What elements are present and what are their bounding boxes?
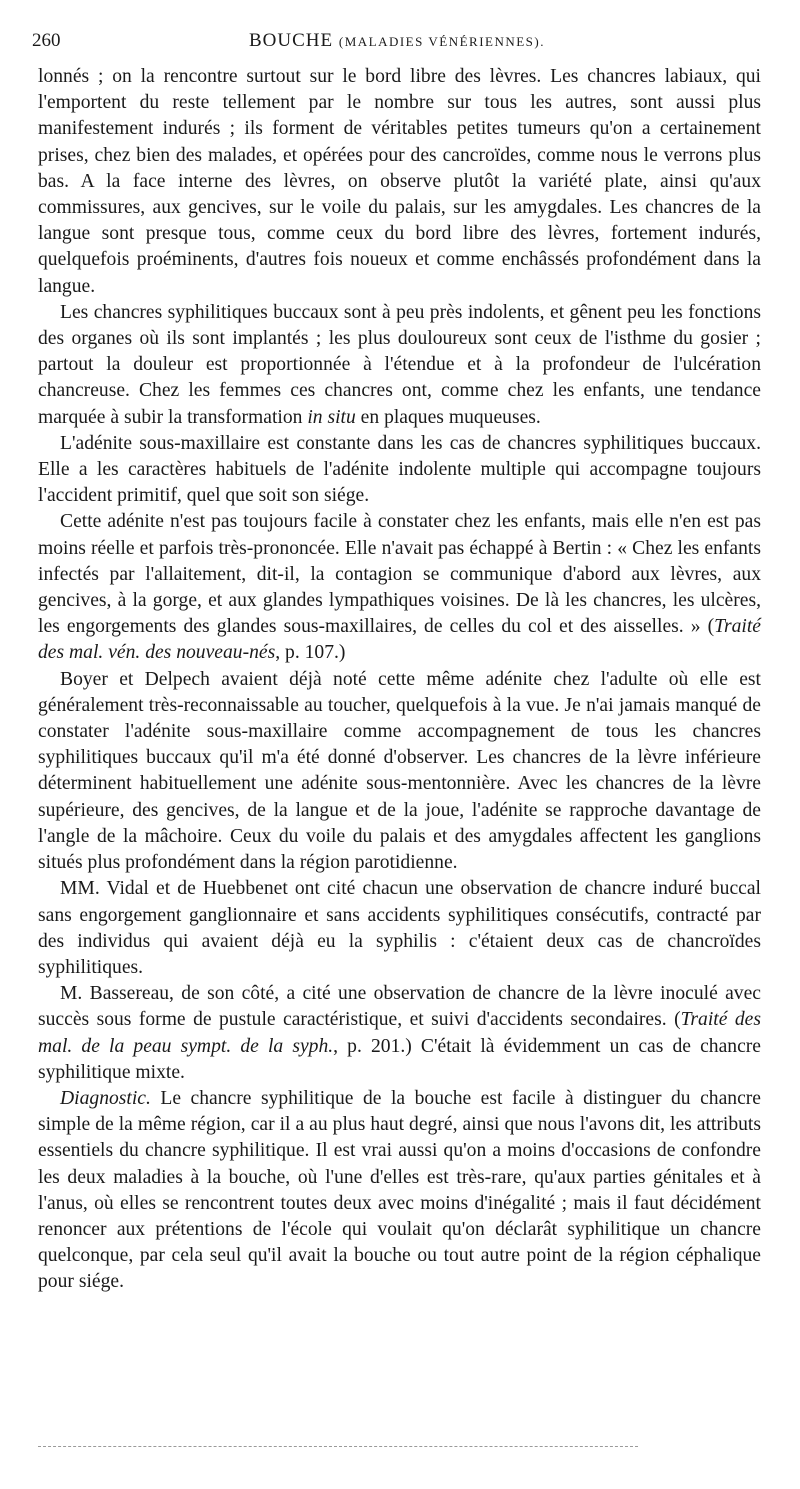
paragraph-text: M. Bassereau, de son côté, a cité une observation de chancre de la lèvre inoculé avec succès sous forme de pustule caractéristique, et suivi d'accidents secondaires. ( [38, 983, 761, 1031]
paragraph-text: Boyer et Delpech avaient déjà noté cette même adénite chez l'adulte où elle est généralement très-reconnaissable au toucher, quelquefois à la vue. Je n'ai jamais manqué de constater l'adénite sous-maxillaire comme accompagnement de tous les chancres syphilitiques buccaux qu'il m'a été donné d'observer. Les chancres de la lèvre inférieure déterminent habituellement une adénite sous-mentonnière. Avec les chancres de la lèvre supérieure, des gencives, de la langue et de la joue, l'adénite se rapproche davantage de l'angle de la mâchoire. Ceux du voile du palais et des amygdales affectent les ganglions situés plus profondément dans la région parotidienne. [38, 668, 761, 874]
paragraph-text: Le chancre syphilitique de la bouche est facile à distinguer du chancre simple de la même région, car il a au plus haut degré, ainsi que nous l'avons dit, les attributs essentiels du chancre syphilitique. Il est vrai aussi qu'on a moins d'occasions de confondre les deux maladies à la bouche, où l'une d'elles est très-rare, qu'aux parties génitales et à l'anus, où elles se rencontrent toutes deux avec moins d'inégalité ; mais il faut décidément renoncer aux prétentions de l'école qui voulait qu'on déclarât syphilitique un chancre quelconque, par cela seul qu'il avait la bouche ou tout autre point de la région céphalique pour siége. [38, 1087, 761, 1293]
italic-text: Traité des mal. vén. des nouveau-nés [38, 616, 761, 664]
running-title-sub: (MALADIES VÉNÉRIENNES). [338, 34, 545, 49]
paragraph-text: , p. 107.) [275, 642, 346, 664]
paragraph-text: Cette adénite n'est pas toujours facile à constater chez les enfants, mais elle n'en est pas moins réelle et parfois très-prononcée. Elle n'avait pas échappé à Bertin : « Chez les enfants infectés par l'allaitement, dit-il, la contagion se communique d'abord aux lèvres, aux gencives, à la gorge, et aux glandes lympathiques voisines. De là les chancres, les ulcères, les engorgements des glandes sous-maxillaires, de celles du col et des aisselles. » ( [38, 511, 761, 638]
italic-text: in situ [307, 406, 356, 428]
paragraph [38, 431, 761, 510]
paragraph-text: MM. Vidal et de Huebbenet ont cité chacun une observation de chancre induré buccal sans engorgement ganglionnaire et sans accidents syphilitiques consécutifs, contracté par des individus qui avaient déjà eu la syphilis : c'étaient deux cas de chancroïdes syphilitiques. [38, 878, 761, 978]
paragraph [38, 981, 761, 1086]
paragraph-text: lonnés ; on la rencontre surtout sur le bord libre des lèvres. Les chancres labiaux, qui l'emportent du reste tellement par le nombre sur tous les autres, sont aussi plus manifestement indurés ; ils forment de véritables petites tumeurs qu'on a certainement prises, chez bien des malades, et opérées pour des cancroïdes, comme nous le verrons plus bas. A la face interne des lèvres, on observe plutôt la variété plate, ainsi qu'aux commissures, aux gencives, sur le voile du palais, sur les amygdales. Les chancres de la langue sont presque tous, comme ceux du bord libre des lèvres, fortement indurés, quelquefois proéminents, d'autres fois noueux et comme enchâssés profondément dans la langue. [38, 66, 761, 297]
paragraph-text: , p. 201.) C'était là évidemment un cas de chancre syphilitique mixte. [38, 1035, 761, 1083]
italic-text: Diagnostic. [60, 1087, 151, 1109]
body-text [38, 64, 761, 1296]
paragraph [38, 64, 761, 300]
paragraph [38, 667, 761, 877]
italic-text: Traité des mal. de la peau sympt. de la syph. [38, 1009, 761, 1057]
paragraph-text: en plaques muqueuses. [355, 406, 541, 428]
page-number: 260 [32, 30, 61, 51]
paragraph-text: Les chancres syphilitiques buccaux sont à peu près indolents, et gênent peu les fonctions des organes où ils sont implantés ; les plus douloureux sont ceux de l'isthme du gosier ; partout la douleur est proportionnée à l'étendue et à la profondeur de l'ulcération chancreuse. Chez les femmes ces chancres ont, comme chez les enfants, une tendance marquée à subir la transformation [38, 301, 761, 428]
running-title [32, 30, 762, 52]
paragraph [38, 300, 761, 431]
running-header [32, 30, 762, 58]
paragraph [38, 876, 761, 981]
footer-rule [38, 1446, 638, 1447]
paragraph [38, 1086, 761, 1296]
paragraph-text: L'adénite sous-maxillaire est constante dans les cas de chancres syphilitiques buccaux. Elle a les caractères habituels de l'adénite indolente multiple qui accompagne toujours l'accident primitif, quel que soit son siége. [38, 432, 761, 507]
running-title-main: BOUCHE [248, 30, 334, 51]
paragraph [38, 509, 761, 666]
